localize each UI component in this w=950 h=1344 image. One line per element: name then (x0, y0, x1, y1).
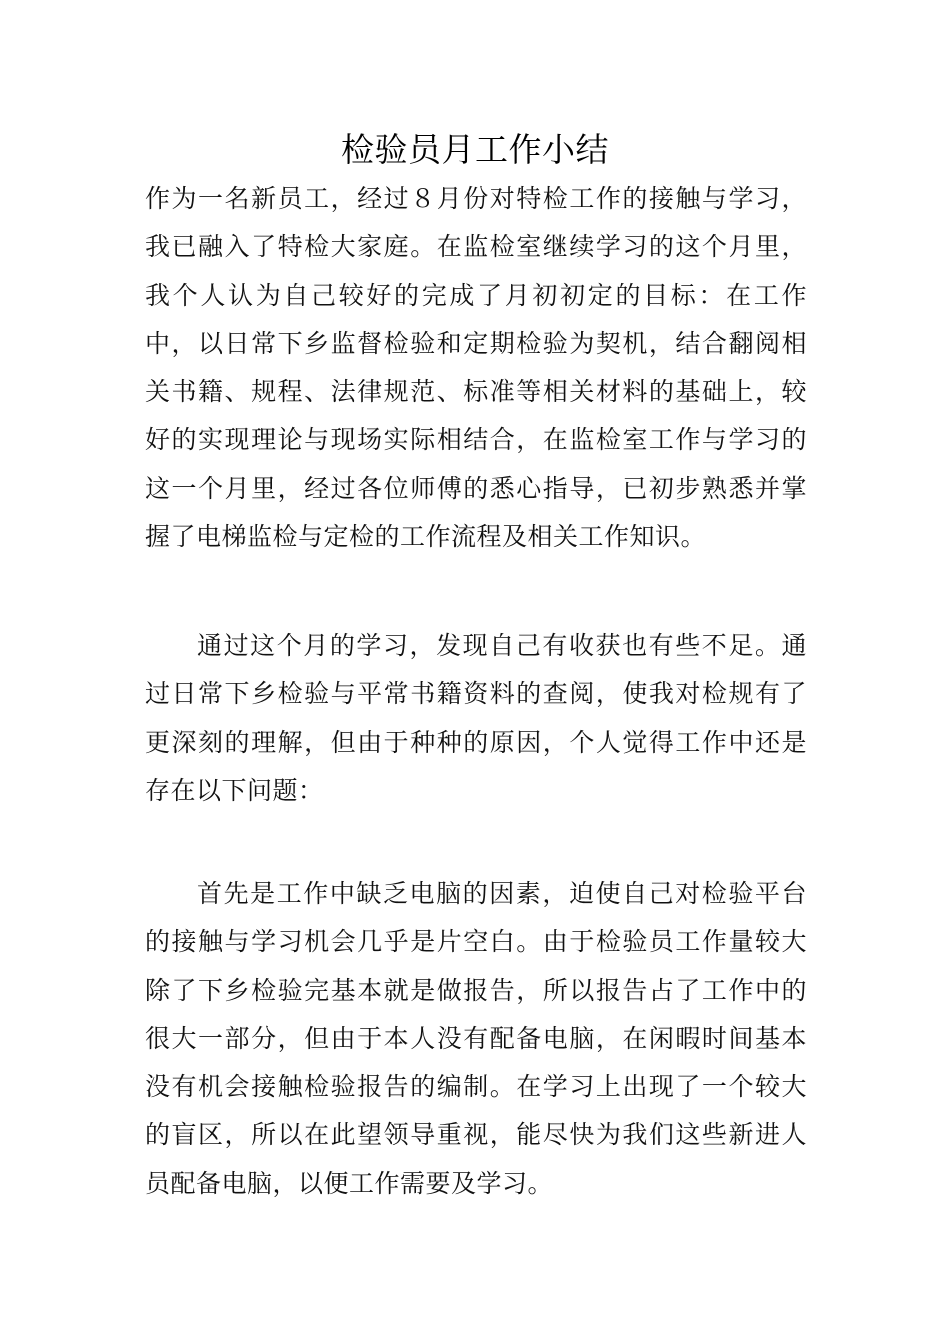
paragraph-intro: 作为一名新员工，经过８月份对特检工作的接触与学习，我已融入了特检大家庭。在监检室继续学习的这个月里，我个人认为自己较好的完成了月初初定的目标：在工作中，以日常下乡监督检验和定期检验为契机，结合翻阅相关书籍、规程、法律规范、标准等相关材料的基础上，较好的实现理论与现场实际相结合，在监检室工作与学习的这一个月里，经过各位师傅的悉心指导，已初步熟悉并掌握了电梯监检与定检的工作流程及相关工作知识。 (145, 184, 807, 552)
paragraph-findings: 通过这个月的学习，发现自己有收获也有些不足。通过日常下乡检验与平常书籍资料的查阅，使我对检规有了更深刻的理解，但由于种种的原因，个人觉得工作中还是存在以下问题： (145, 631, 807, 805)
document-title: 检验员月工作小结 (341, 130, 609, 169)
paragraph-computer-issue: 首先是工作中缺乏电脑的因素，迫使自己对检验平台的接触与学习机会几乎是片空白。由于检验员工作量较大除了下乡检验完基本就是做报告，所以报告占了工作中的很大一部分，但由于本人没有配备电脑，在闲暇时间基本没有机会接触检验报告的编制。在学习上出现了一个较大的盲区，所以在此望领导重视，能尽快为我们这些新进人员配备电脑，以便工作需要及学习。 (145, 879, 807, 1198)
